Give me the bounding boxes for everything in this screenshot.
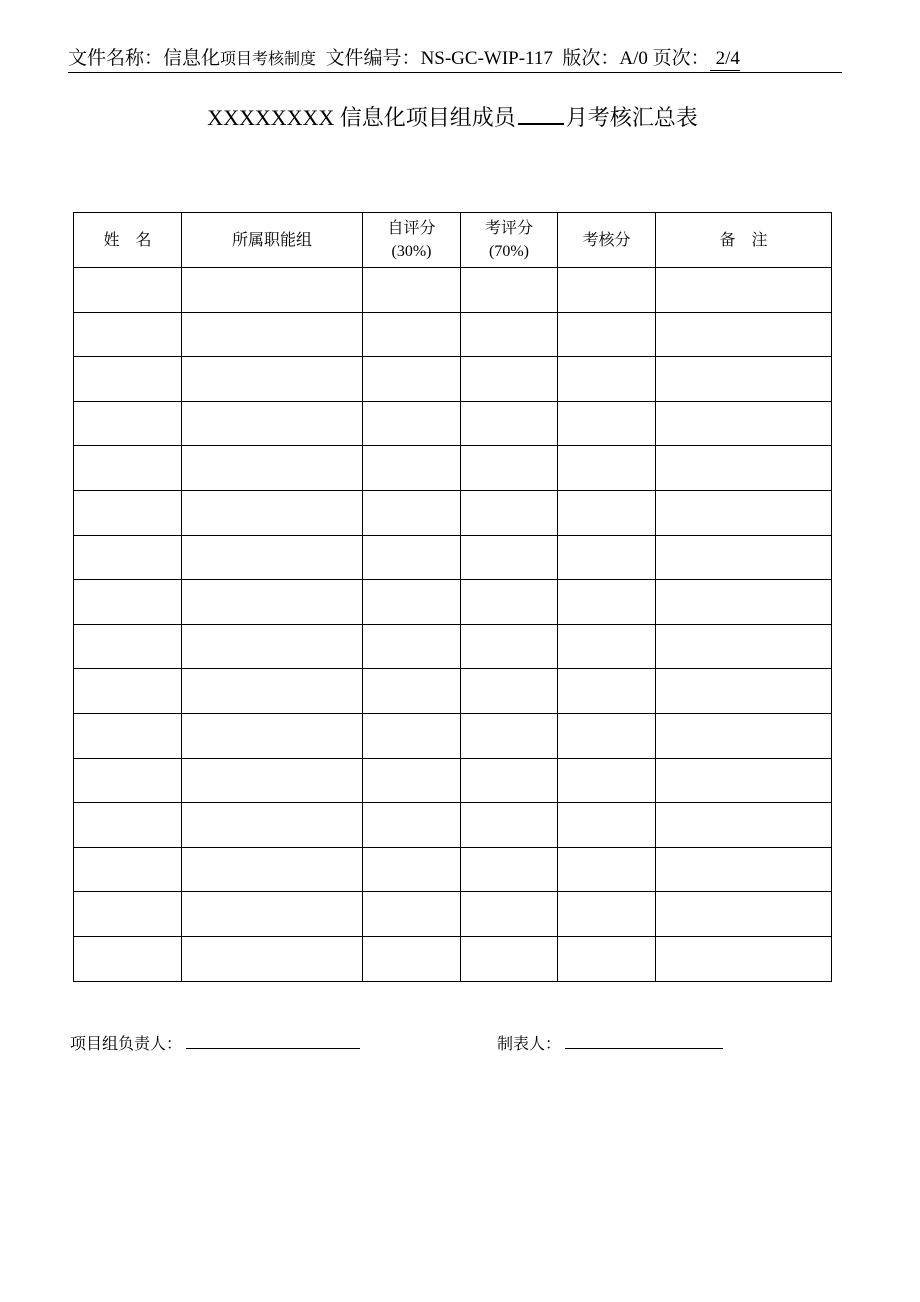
- name-cell[interactable]: [74, 892, 182, 937]
- name-cell[interactable]: [74, 268, 182, 313]
- name-cell[interactable]: [74, 446, 182, 491]
- group-cell[interactable]: [182, 803, 363, 848]
- self-score-cell[interactable]: [363, 401, 461, 446]
- eval-score-cell[interactable]: [461, 669, 558, 714]
- name-cell[interactable]: [74, 669, 182, 714]
- total-score-cell[interactable]: [558, 268, 656, 313]
- remark-cell[interactable]: [656, 401, 832, 446]
- name-cell[interactable]: [74, 401, 182, 446]
- total-score-cell[interactable]: [558, 758, 656, 803]
- remark-cell[interactable]: [656, 713, 832, 758]
- page-number: 2/4: [710, 48, 740, 71]
- self-score-cell[interactable]: [363, 936, 461, 981]
- group-cell[interactable]: [182, 669, 363, 714]
- group-cell[interactable]: [182, 713, 363, 758]
- self-score-cell[interactable]: [363, 268, 461, 313]
- remark-cell[interactable]: [656, 357, 832, 402]
- title-suffix: 月考核汇总表: [565, 105, 698, 130]
- maker-signature: [497, 1030, 723, 1057]
- group-cell[interactable]: [182, 312, 363, 357]
- leader-label: 项目组负责人：: [70, 1036, 183, 1053]
- eval-score-cell[interactable]: [461, 803, 558, 848]
- eval-score-cell[interactable]: [461, 936, 558, 981]
- total-score-cell[interactable]: [558, 803, 656, 848]
- col-header-name: 姓 名: [74, 213, 182, 268]
- remark-cell[interactable]: [656, 535, 832, 580]
- table-row: [74, 312, 832, 357]
- eval-score-cell[interactable]: [461, 758, 558, 803]
- table-row: [74, 490, 832, 535]
- remark-cell[interactable]: [656, 312, 832, 357]
- eval-score-cell[interactable]: [461, 535, 558, 580]
- self-score-cell[interactable]: [363, 580, 461, 625]
- table-row: [74, 669, 832, 714]
- col-header-group: 所属职能组: [182, 213, 363, 268]
- remark-cell[interactable]: [656, 446, 832, 491]
- remark-cell[interactable]: [656, 936, 832, 981]
- self-score-cell[interactable]: [363, 357, 461, 402]
- table-row: [74, 357, 832, 402]
- eval-score-cell[interactable]: [461, 490, 558, 535]
- total-score-cell[interactable]: [558, 535, 656, 580]
- summary-table: [73, 212, 832, 982]
- table-row: [74, 446, 832, 491]
- file-name-main: 信息化: [163, 48, 221, 69]
- group-cell[interactable]: [182, 357, 363, 402]
- col-header-self-score: 自评分 (30%): [363, 213, 461, 268]
- eval-score-cell[interactable]: [461, 446, 558, 491]
- table-body: [74, 268, 832, 982]
- eval-score-cell[interactable]: [461, 624, 558, 669]
- file-no: NS-GC-WIP-117: [420, 48, 553, 69]
- maker-label: 制表人：: [497, 1036, 562, 1053]
- leader-signature: [70, 1030, 360, 1057]
- group-cell[interactable]: [182, 936, 363, 981]
- name-cell[interactable]: [74, 803, 182, 848]
- table-row: [74, 401, 832, 446]
- remark-cell[interactable]: [656, 892, 832, 937]
- table-row: [74, 892, 832, 937]
- self-score-cell[interactable]: [363, 312, 461, 357]
- page-label: 页次：: [652, 48, 710, 69]
- file-name-sub: 项目考核制度: [220, 51, 317, 68]
- remark-cell[interactable]: [656, 490, 832, 535]
- total-score-cell[interactable]: [558, 490, 656, 535]
- remark-cell[interactable]: [656, 847, 832, 892]
- total-score-cell[interactable]: [558, 446, 656, 491]
- version: A/0: [619, 48, 648, 69]
- group-cell[interactable]: [182, 624, 363, 669]
- self-score-cell[interactable]: [363, 446, 461, 491]
- eval-score-cell[interactable]: [461, 268, 558, 313]
- group-cell[interactable]: [182, 580, 363, 625]
- table-row: [74, 624, 832, 669]
- self-score-cell[interactable]: [363, 758, 461, 803]
- total-score-cell[interactable]: [558, 669, 656, 714]
- col-header-remark: 备 注: [656, 213, 832, 268]
- eval-score-cell[interactable]: [461, 357, 558, 402]
- remark-cell[interactable]: [656, 624, 832, 669]
- col-header-total-score: 考核分: [558, 213, 656, 268]
- table-row: [74, 803, 832, 848]
- remark-cell[interactable]: [656, 669, 832, 714]
- group-cell[interactable]: [182, 268, 363, 313]
- leader-signature-line[interactable]: [186, 1030, 360, 1049]
- remark-cell[interactable]: [656, 580, 832, 625]
- name-cell[interactable]: [74, 490, 182, 535]
- eval-score-cell[interactable]: [461, 401, 558, 446]
- name-cell[interactable]: [74, 357, 182, 402]
- table-row: [74, 535, 832, 580]
- group-cell[interactable]: [182, 758, 363, 803]
- name-cell[interactable]: [74, 936, 182, 981]
- maker-signature-line[interactable]: [565, 1030, 723, 1049]
- name-cell[interactable]: [74, 312, 182, 357]
- total-score-cell[interactable]: [558, 624, 656, 669]
- remark-cell[interactable]: [656, 268, 832, 313]
- self-score-cell[interactable]: [363, 490, 461, 535]
- self-score-cell[interactable]: [363, 669, 461, 714]
- group-cell[interactable]: [182, 401, 363, 446]
- total-score-cell[interactable]: [558, 713, 656, 758]
- title-prefix: XXXXXXXX 信息化项目组成员: [207, 105, 516, 130]
- group-cell[interactable]: [182, 847, 363, 892]
- name-cell[interactable]: [74, 624, 182, 669]
- total-score-cell[interactable]: [558, 847, 656, 892]
- file-name-label: 文件名称：: [68, 48, 164, 69]
- table-header-row: [74, 213, 832, 268]
- total-score-cell[interactable]: [558, 892, 656, 937]
- eval-score-cell[interactable]: [461, 847, 558, 892]
- self-score-cell[interactable]: [363, 535, 461, 580]
- eval-score-cell[interactable]: [461, 312, 558, 357]
- total-score-cell[interactable]: [558, 936, 656, 981]
- name-cell[interactable]: [74, 713, 182, 758]
- col-header-eval-score: 考评分 (70%): [461, 213, 558, 268]
- group-cell[interactable]: [182, 892, 363, 937]
- total-score-cell[interactable]: [558, 357, 656, 402]
- page-title: [0, 100, 905, 136]
- self-score-cell[interactable]: [363, 892, 461, 937]
- version-label: 版次：: [562, 48, 620, 69]
- total-score-cell[interactable]: [558, 312, 656, 357]
- group-cell[interactable]: [182, 490, 363, 535]
- remark-cell[interactable]: [656, 803, 832, 848]
- self-score-cell[interactable]: [363, 624, 461, 669]
- name-cell[interactable]: [74, 847, 182, 892]
- group-cell[interactable]: [182, 446, 363, 491]
- table-row: [74, 758, 832, 803]
- total-score-cell[interactable]: [558, 580, 656, 625]
- remark-cell[interactable]: [656, 758, 832, 803]
- month-blank: [518, 101, 564, 125]
- self-score-cell[interactable]: [363, 847, 461, 892]
- table-row: [74, 713, 832, 758]
- eval-score-cell[interactable]: [461, 713, 558, 758]
- file-no-label: 文件编号：: [325, 48, 421, 69]
- table-row: [74, 936, 832, 981]
- table-row: [74, 268, 832, 313]
- total-score-cell[interactable]: [558, 401, 656, 446]
- table-row: [74, 580, 832, 625]
- self-score-cell[interactable]: [363, 713, 461, 758]
- eval-score-cell[interactable]: [461, 580, 558, 625]
- name-cell[interactable]: [74, 758, 182, 803]
- document-header: [68, 46, 842, 73]
- name-cell[interactable]: [74, 580, 182, 625]
- group-cell[interactable]: [182, 535, 363, 580]
- self-score-cell[interactable]: [363, 803, 461, 848]
- eval-score-cell[interactable]: [461, 892, 558, 937]
- table-row: [74, 847, 832, 892]
- name-cell[interactable]: [74, 535, 182, 580]
